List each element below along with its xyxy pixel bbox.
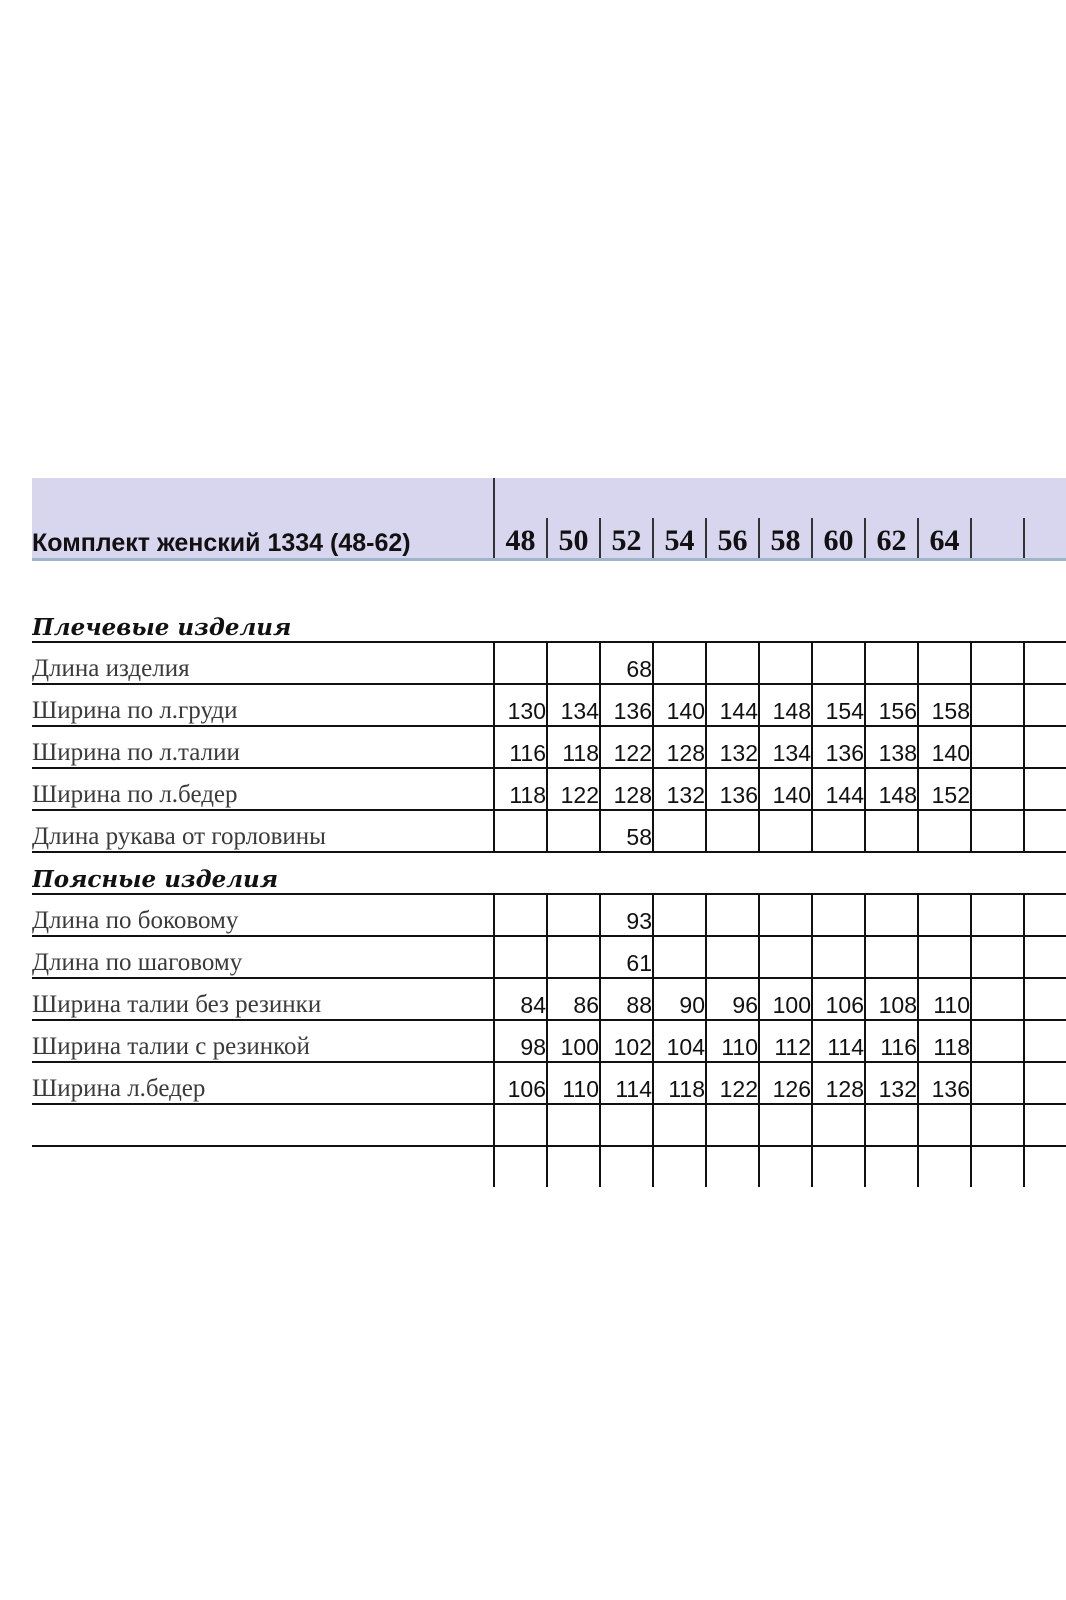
measurement-value-cell [971, 768, 1024, 810]
measurement-value-cell: 128 [653, 726, 706, 768]
measurement-value-cell: 128 [812, 1062, 865, 1104]
measurement-value-cell [653, 894, 706, 936]
measurement-value-cell: 93 [600, 894, 653, 936]
measurement-value-cell [1024, 894, 1066, 936]
measurement-label: Ширина по л.талии [32, 726, 494, 768]
measurement-label: Ширина по л.груди [32, 684, 494, 726]
measurement-value-cell [865, 642, 918, 684]
size-header-cell: 58 [759, 518, 812, 560]
measurement-value-cell [653, 642, 706, 684]
table-row [32, 1062, 1066, 1104]
measurement-value-cell: 140 [918, 726, 971, 768]
measurement-value-cell [759, 936, 812, 978]
measurement-label: Длина рукава от горловины [32, 810, 494, 852]
measurement-value-cell [759, 642, 812, 684]
measurement-value-cell [1024, 768, 1066, 810]
table-row [32, 894, 1066, 936]
measurement-value-cell: 110 [547, 1062, 600, 1104]
measurement-value-cell: 152 [918, 768, 971, 810]
table-row [32, 936, 1066, 978]
measurement-value-cell [1024, 1020, 1066, 1062]
section-heading-row [32, 852, 1066, 894]
measurement-value-cell [971, 810, 1024, 852]
size-header-cell: 48 [494, 518, 547, 560]
measurement-value-cell [494, 642, 547, 684]
measurement-value-cell [1024, 684, 1066, 726]
measurement-value-cell: 110 [918, 978, 971, 1020]
measurement-value-cell: 96 [706, 978, 759, 1020]
measurement-value-cell [547, 936, 600, 978]
measurement-value-cell [971, 642, 1024, 684]
measurement-value-cell [918, 810, 971, 852]
measurement-value-cell [1024, 726, 1066, 768]
measurement-value-cell [812, 894, 865, 936]
measurement-value-cell [865, 894, 918, 936]
size-chart-table [32, 478, 1066, 1187]
measurement-value-cell [812, 810, 865, 852]
measurement-value-cell: 140 [653, 684, 706, 726]
measurement-value-cell: 156 [865, 684, 918, 726]
measurement-value-cell: 158 [918, 684, 971, 726]
measurement-value-cell: 144 [812, 768, 865, 810]
measurement-value-cell [971, 978, 1024, 1020]
measurement-value-cell: 61 [600, 936, 653, 978]
measurement-value-cell: 114 [600, 1062, 653, 1104]
measurement-value-cell [971, 1020, 1024, 1062]
measurement-value-cell: 128 [600, 768, 653, 810]
measurement-value-cell [653, 936, 706, 978]
measurement-value-cell: 84 [494, 978, 547, 1020]
measurement-label: Длина по шаговому [32, 936, 494, 978]
measurement-value-cell: 108 [865, 978, 918, 1020]
measurement-value-cell [759, 894, 812, 936]
measurement-value-cell: 118 [653, 1062, 706, 1104]
measurement-value-cell: 136 [812, 726, 865, 768]
measurement-value-cell [547, 642, 600, 684]
measurement-value-cell: 104 [653, 1020, 706, 1062]
header-band [32, 478, 1066, 518]
measurement-value-cell [494, 894, 547, 936]
measurement-value-cell [865, 810, 918, 852]
measurement-value-cell [918, 936, 971, 978]
product-title: Комплект женский 1334 (48-62) [32, 518, 494, 560]
measurement-value-cell: 140 [759, 768, 812, 810]
measurement-value-cell [918, 894, 971, 936]
measurement-value-cell: 106 [812, 978, 865, 1020]
size-header-cell: 64 [918, 518, 971, 560]
measurement-value-cell: 86 [547, 978, 600, 1020]
measurement-value-cell: 138 [865, 726, 918, 768]
measurement-value-cell: 136 [706, 768, 759, 810]
measurement-value-cell: 122 [706, 1062, 759, 1104]
measurement-value-cell [547, 894, 600, 936]
measurement-value-cell: 148 [759, 684, 812, 726]
size-header-cell: 56 [706, 518, 759, 560]
measurement-value-cell [1024, 1062, 1066, 1104]
measurement-value-cell: 136 [600, 684, 653, 726]
empty-row [32, 1104, 1066, 1146]
measurement-value-cell [1024, 978, 1066, 1020]
measurement-value-cell [971, 936, 1024, 978]
measurement-value-cell: 118 [494, 768, 547, 810]
measurement-value-cell [971, 684, 1024, 726]
measurement-value-cell [706, 936, 759, 978]
table-row [32, 768, 1066, 810]
measurement-value-cell: 126 [759, 1062, 812, 1104]
measurement-value-cell: 118 [918, 1020, 971, 1062]
measurement-value-cell [706, 810, 759, 852]
section-title: Плечевые изделия [32, 601, 1066, 642]
size-header-cell [971, 518, 1024, 560]
measurement-value-cell: 58 [600, 810, 653, 852]
measurement-value-cell [971, 894, 1024, 936]
measurement-value-cell [918, 642, 971, 684]
header-row [32, 518, 1066, 560]
measurement-label: Длина по боковому [32, 894, 494, 936]
size-header-cell: 62 [865, 518, 918, 560]
size-header-cell [1024, 518, 1066, 560]
size-header-cell: 60 [812, 518, 865, 560]
measurement-value-cell: 130 [494, 684, 547, 726]
measurement-value-cell: 88 [600, 978, 653, 1020]
section-title: Поясные изделия [32, 852, 1066, 894]
measurement-value-cell: 132 [653, 768, 706, 810]
measurement-label: Длина изделия [32, 642, 494, 684]
measurement-label: Ширина талии с резинкой [32, 1020, 494, 1062]
measurement-value-cell: 134 [547, 684, 600, 726]
measurement-value-cell: 136 [918, 1062, 971, 1104]
size-header-cell: 50 [547, 518, 600, 560]
measurement-value-cell: 100 [759, 978, 812, 1020]
measurement-value-cell: 134 [759, 726, 812, 768]
measurement-value-cell: 122 [600, 726, 653, 768]
measurement-value-cell: 132 [706, 726, 759, 768]
measurement-value-cell: 114 [812, 1020, 865, 1062]
measurement-value-cell [494, 936, 547, 978]
size-header-cell: 52 [600, 518, 653, 560]
measurement-value-cell: 106 [494, 1062, 547, 1104]
measurement-value-cell: 110 [706, 1020, 759, 1062]
measurement-value-cell [653, 810, 706, 852]
measurement-value-cell [812, 642, 865, 684]
measurement-value-cell [1024, 810, 1066, 852]
measurement-value-cell: 100 [547, 1020, 600, 1062]
measurement-value-cell [812, 936, 865, 978]
measurement-value-cell [865, 936, 918, 978]
size-header-cell: 54 [653, 518, 706, 560]
measurement-value-cell: 102 [600, 1020, 653, 1062]
measurement-value-cell: 148 [865, 768, 918, 810]
measurement-value-cell [759, 810, 812, 852]
measurement-value-cell [971, 1062, 1024, 1104]
measurement-value-cell [1024, 642, 1066, 684]
measurement-value-cell: 116 [865, 1020, 918, 1062]
measurement-label: Ширина по л.бедер [32, 768, 494, 810]
measurement-value-cell: 116 [494, 726, 547, 768]
measurement-value-cell: 132 [865, 1062, 918, 1104]
measurement-value-cell [971, 726, 1024, 768]
measurement-value-cell [1024, 936, 1066, 978]
measurement-value-cell [706, 642, 759, 684]
section-heading-row [32, 601, 1066, 642]
table-row [32, 684, 1066, 726]
measurement-label: Ширина л.бедер [32, 1062, 494, 1104]
measurement-value-cell: 98 [494, 1020, 547, 1062]
measurement-value-cell [547, 810, 600, 852]
measurement-value-cell: 68 [600, 642, 653, 684]
measurement-label: Ширина талии без резинки [32, 978, 494, 1020]
measurement-value-cell: 154 [812, 684, 865, 726]
measurement-value-cell: 118 [547, 726, 600, 768]
measurement-value-cell [494, 810, 547, 852]
table-row [32, 978, 1066, 1020]
table-row [32, 642, 1066, 684]
measurement-value-cell: 90 [653, 978, 706, 1020]
measurement-value-cell: 122 [547, 768, 600, 810]
measurement-value-cell [706, 894, 759, 936]
measurement-value-cell: 112 [759, 1020, 812, 1062]
table-row [32, 726, 1066, 768]
measurement-value-cell: 144 [706, 684, 759, 726]
table-row [32, 810, 1066, 852]
table-row [32, 1020, 1066, 1062]
